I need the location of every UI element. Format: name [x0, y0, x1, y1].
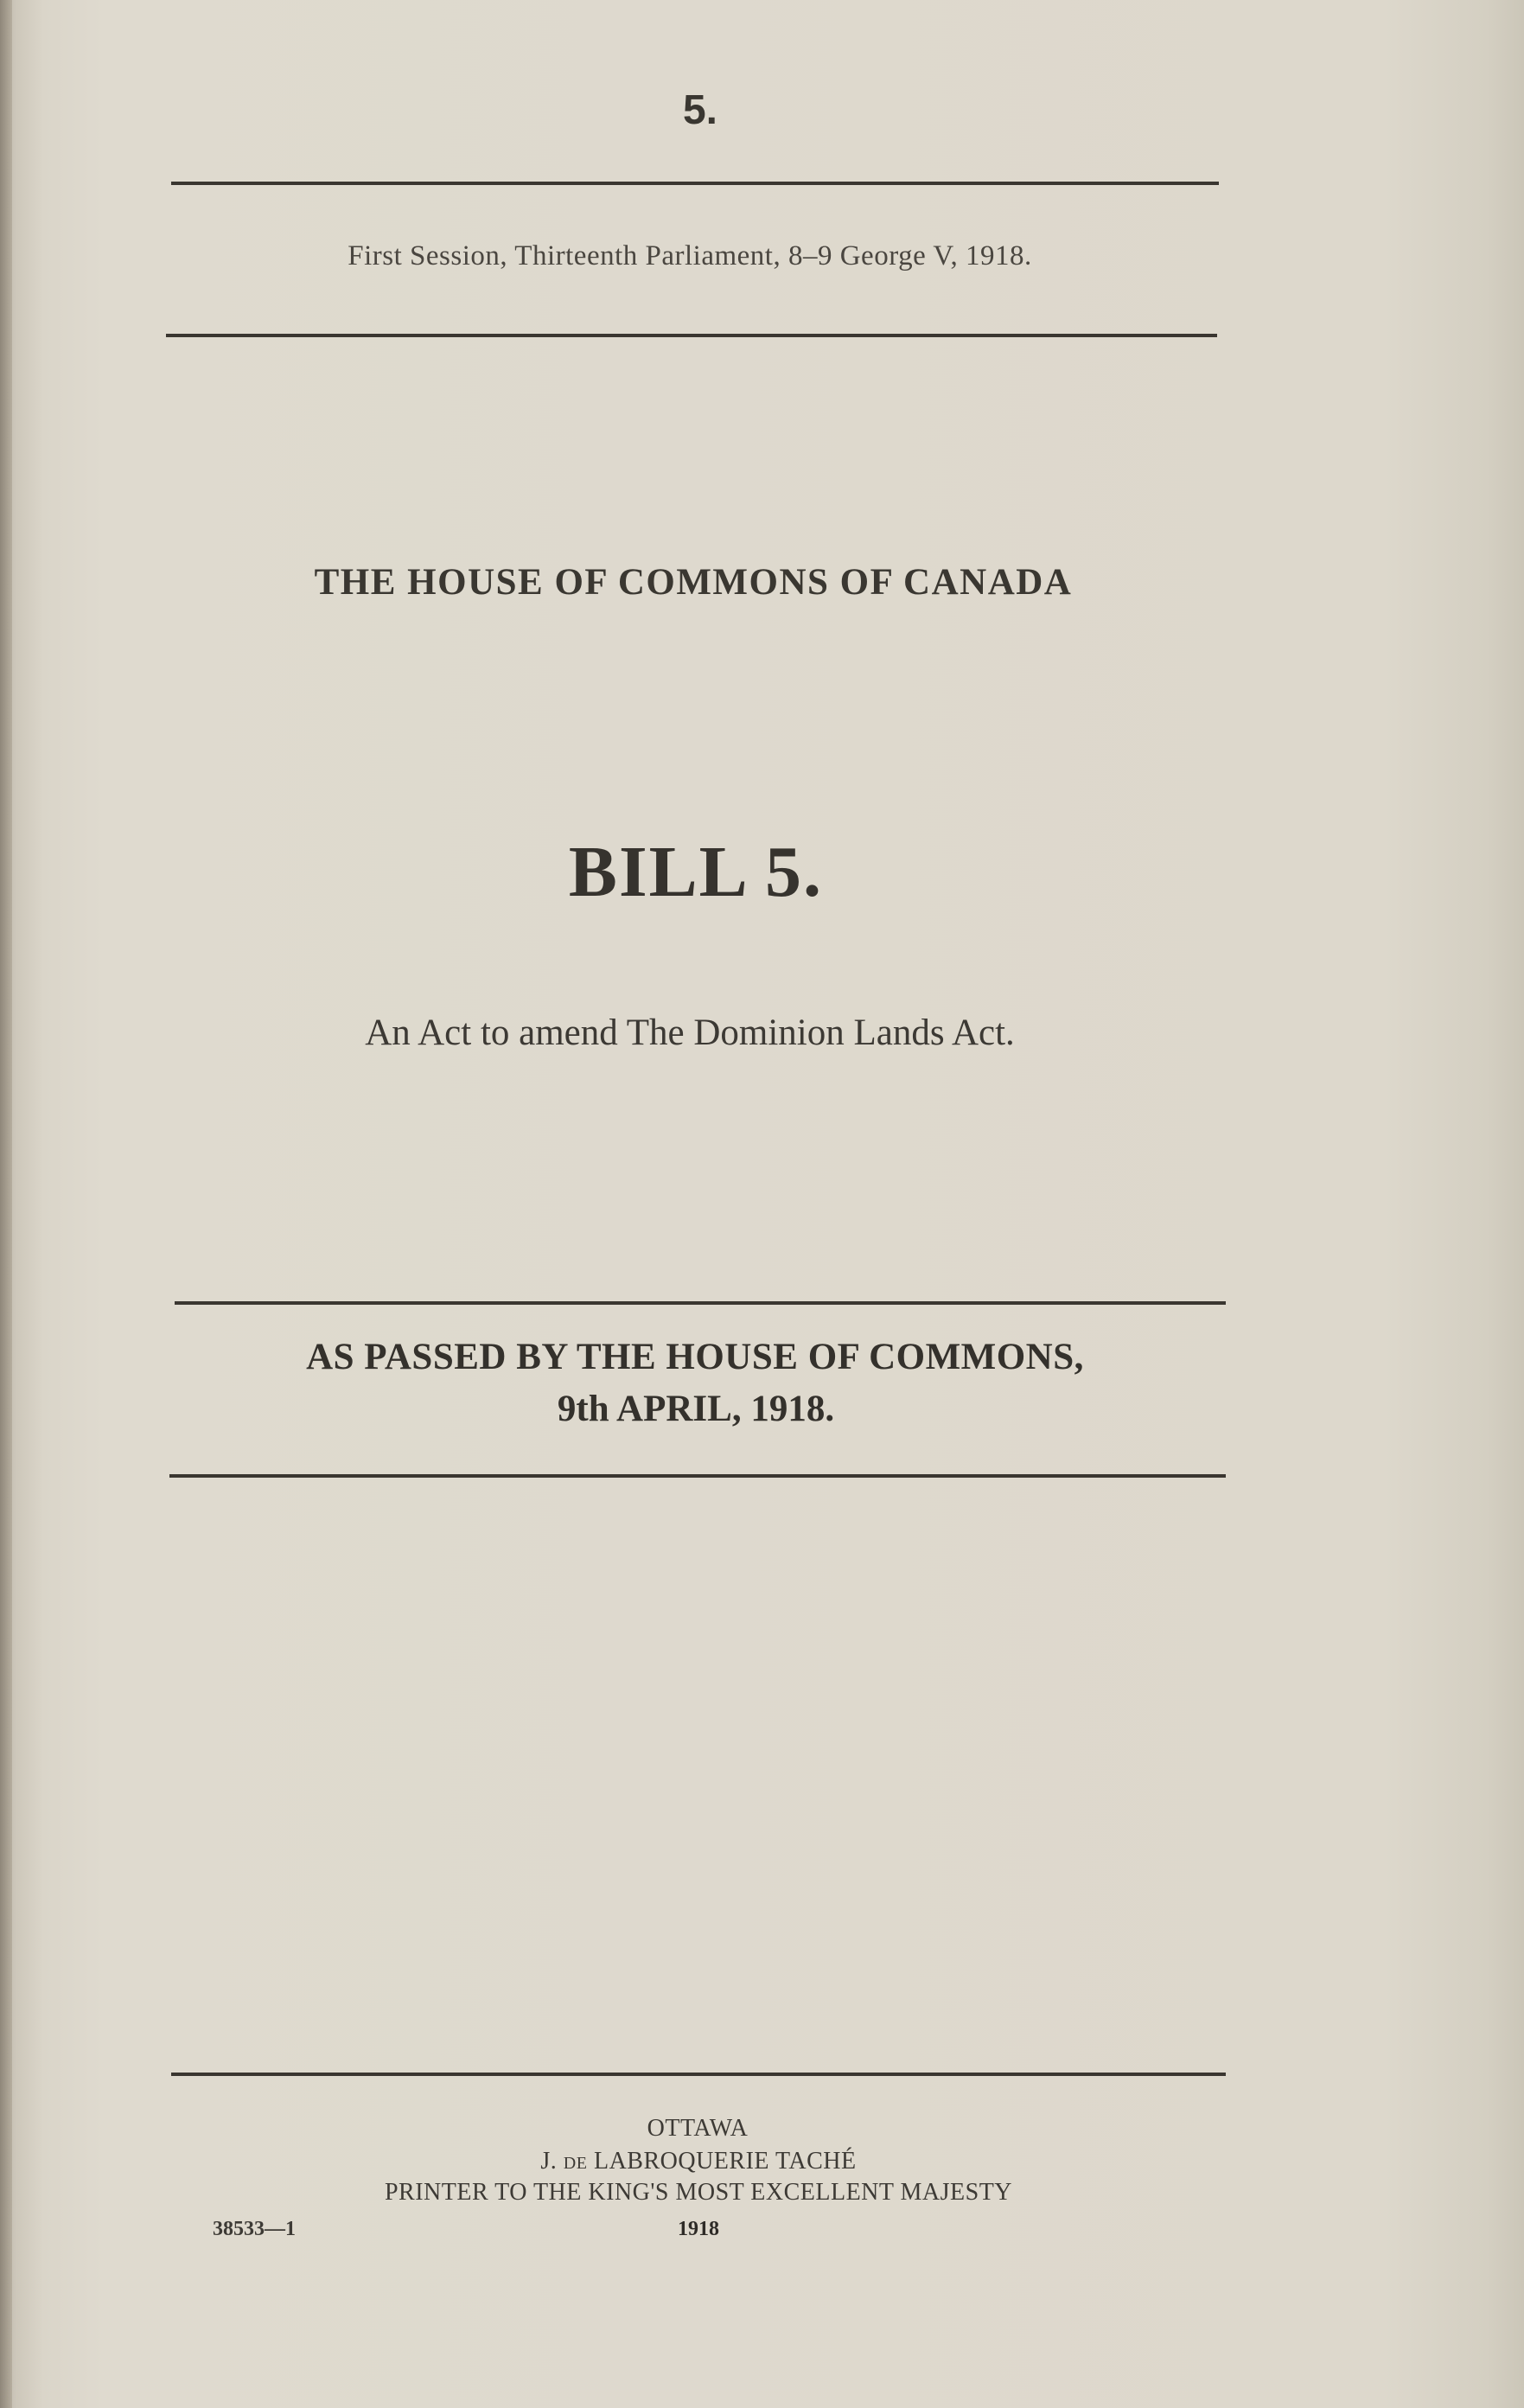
- printer-initial: J.: [540, 2148, 558, 2175]
- header-rule-top: [171, 182, 1219, 185]
- imprint-printer-name: [0, 2148, 1397, 2175]
- passed-rule-bottom: [169, 1474, 1226, 1478]
- imprint-rule: [171, 2073, 1226, 2076]
- page-number: 5.: [682, 87, 718, 133]
- passed-rule-top: [175, 1301, 1226, 1305]
- printer-particle: DE: [563, 2154, 588, 2173]
- passed-date: 9th APRIL, 1918.: [557, 1389, 835, 1429]
- imprint-city: OTTAWA: [647, 2115, 749, 2142]
- header-rule-bottom: [166, 334, 1217, 337]
- bill-title: BILL 5.: [568, 832, 824, 912]
- document-code: 38533—1: [213, 2218, 296, 2240]
- passed-line: AS PASSED BY THE HOUSE OF COMMONS,: [306, 1337, 1084, 1377]
- printer-surname: LABROQUERIE TACHÉ: [593, 2148, 857, 2175]
- imprint-year: 1918: [678, 2218, 719, 2240]
- session-line: First Session, Thirteenth Parliament, 8–9 George V, 1918.: [348, 240, 1032, 271]
- imprint-printer-title: PRINTER TO THE KING'S MOST EXCELLENT MAJESTY: [384, 2179, 1013, 2206]
- binding-gutter: [0, 0, 12, 2408]
- act-title: An Act to amend The Dominion Lands Act.: [365, 1012, 1015, 1053]
- house-heading: THE HOUSE OF COMMONS OF CANADA: [314, 562, 1073, 603]
